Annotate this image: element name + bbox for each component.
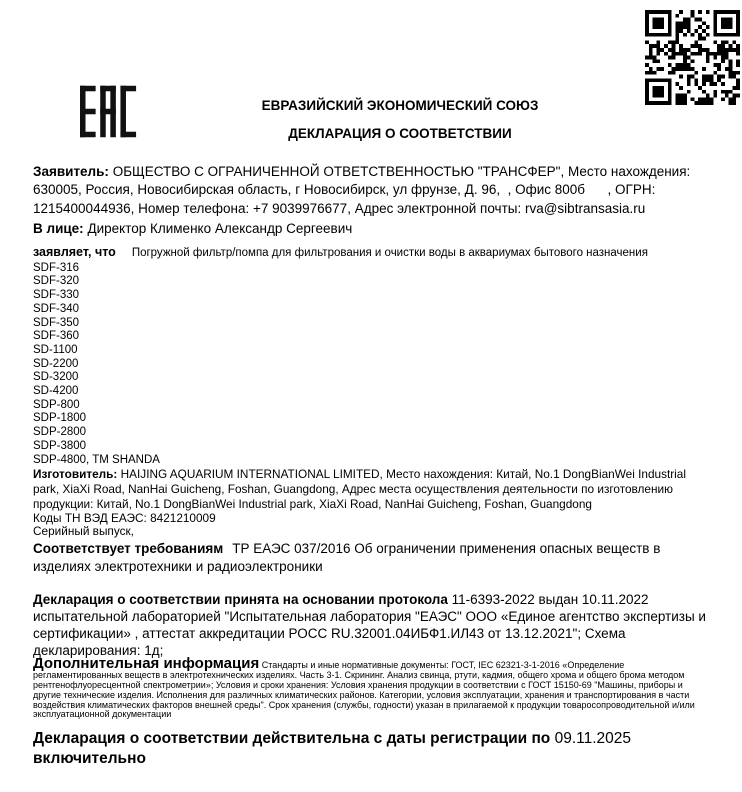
- document-headers: [90, 99, 710, 141]
- product-line: [33, 245, 710, 262]
- compliance-paragraph: [33, 540, 710, 575]
- manufacturer-text: HAIJING AQUARIUM INTERNATIONAL LIMITED, Место нахождения: Китай, No.1 DongBianWei Industrial park, XiaXi Road, NanHai Guicheng, Foshan, Guangdong, Адрес места осуществления деятельности по изготовлению продукции: Китай, No.1 DongBianWei Industrial park, XiaXi Road, NanHai Guicheng, Foshan, Guangdong: [33, 467, 686, 512]
- manufacturer-label: Изготовитель:: [33, 467, 118, 482]
- compliance-text: ТР ЕАЭС 037/2016 Об ограничении применения опасных веществ в изделиях электротехники и радиоэлектроники: [33, 541, 661, 574]
- person-paragraph: [33, 220, 710, 238]
- model-item: SDF-340: [33, 302, 80, 315]
- additional-info-label: Дополнительная информация: [33, 655, 260, 673]
- model-item: SDP-800: [33, 398, 80, 411]
- model-item: SDP-2800: [33, 426, 87, 439]
- union-title: ЕВРАЗИЙСКИЙ ЭКОНОМИЧЕСКИЙ СОЮЗ: [261, 98, 539, 113]
- qr-code: [645, 10, 740, 105]
- model-item: SDP-1800: [33, 412, 87, 425]
- model-item: SDF-320: [33, 275, 80, 288]
- basis-label: Декларация о соответствии принята на основании протокола: [33, 592, 448, 608]
- validity-inclusive-label: включительно: [33, 749, 146, 767]
- validity-date: 09.11.2025: [554, 730, 632, 748]
- declares-label: заявляет, что: [33, 245, 116, 260]
- additional-info-paragraph: [33, 655, 710, 720]
- applicant-label: Заявитель:: [33, 164, 109, 179]
- applicant-text: ОБЩЕСТВО С ОГРАНИЧЕННОЙ ОТВЕТСТВЕННОСТЬЮ "ТРАНСФЕР", Место нахождения: 630005, Россия, Новосибирская область, г Новосибирск, ул фрунзе, Д. 96, , Офис 800б , ОГРН: 1215400044936, Номер телефона: +7 9039976677, Адрес электронной почты: rva@sibtransasia.ru: [33, 164, 695, 216]
- model-item: SD-3200: [33, 371, 79, 384]
- validity-label: Декларация о соответствии действительна с даты регистрации по: [33, 730, 551, 748]
- model-item: SDF-350: [33, 316, 80, 329]
- document-title: ДЕКЛАРАЦИЯ О СООТВЕТСТВИИ: [288, 126, 512, 141]
- manufacturer-paragraph: [33, 467, 710, 512]
- basis-paragraph: [33, 592, 710, 659]
- model-item: SD-4200: [33, 385, 79, 398]
- model-item: SDP-3800: [33, 439, 87, 452]
- basis-text: 11-6393-2022 выдан 10.11.2022 испытательной лабораторией "Испытательная лаборатория "ЕАЭС" ООО «Единое агентство экспертизы и сертификации» , аттестат аккредитации РОСС RU.32001.04ИБФ1.ИЛ43 от 13.12.2021"; Схема декларирования: 1д;: [33, 592, 706, 658]
- person-label: В лице:: [33, 220, 84, 236]
- model-item: SDF-316: [33, 261, 80, 274]
- additional-info-text: Стандарты и иные нормативные документы: ГОСТ, IEC 62321-3-1-2016 «Определение регламентированных веществ в электротехнических изделиях. Часть 3-1. Скрининг. Анализ свинца, ртути, кадмия, общего хрома и общего брома методом рентгенофлуоресцентной спектрометрии»; Условия и сроки хранения: Условия хранения продукции в соответствии с ГОСТ 15150-69 "Машины, приборы и другие технические изделия. Исполнения для различных климатических районов. Категории, условия эксплуатации, хранения и транспортирования в части воздействия климатических факторов внешней среды". Срок хранения (службы, годности) указан в прилагаемой к продукции товаросопроводительной и/или эксплуатационной документации: [33, 660, 695, 720]
- model-item: SD-1100: [33, 343, 78, 356]
- product-description: Погружной фильтр/помпа для фильтрования и очистки воды в аквариумах бытового назначения: [131, 247, 648, 260]
- model-list: [33, 262, 710, 468]
- person-text: Директор Клименко Александр Сергеевич: [83, 220, 353, 236]
- tnved-codes-line: Коды ТН ВЭД ЕАЭС: 8421210009: [33, 511, 216, 526]
- model-item: SDF-360: [33, 330, 80, 343]
- declaration-subject: [33, 245, 710, 467]
- compliance-label: Соответствует требованиям: [33, 541, 224, 557]
- validity-statement: [33, 729, 710, 768]
- model-item: SDF-330: [33, 289, 80, 302]
- serial-issue-line: Серийный выпуск,: [33, 524, 134, 539]
- applicant-paragraph: [33, 163, 710, 218]
- document-body: [33, 163, 710, 768]
- model-item: SDP-4800, TM SHANDA: [33, 453, 160, 466]
- model-item: SD-2200: [33, 357, 79, 370]
